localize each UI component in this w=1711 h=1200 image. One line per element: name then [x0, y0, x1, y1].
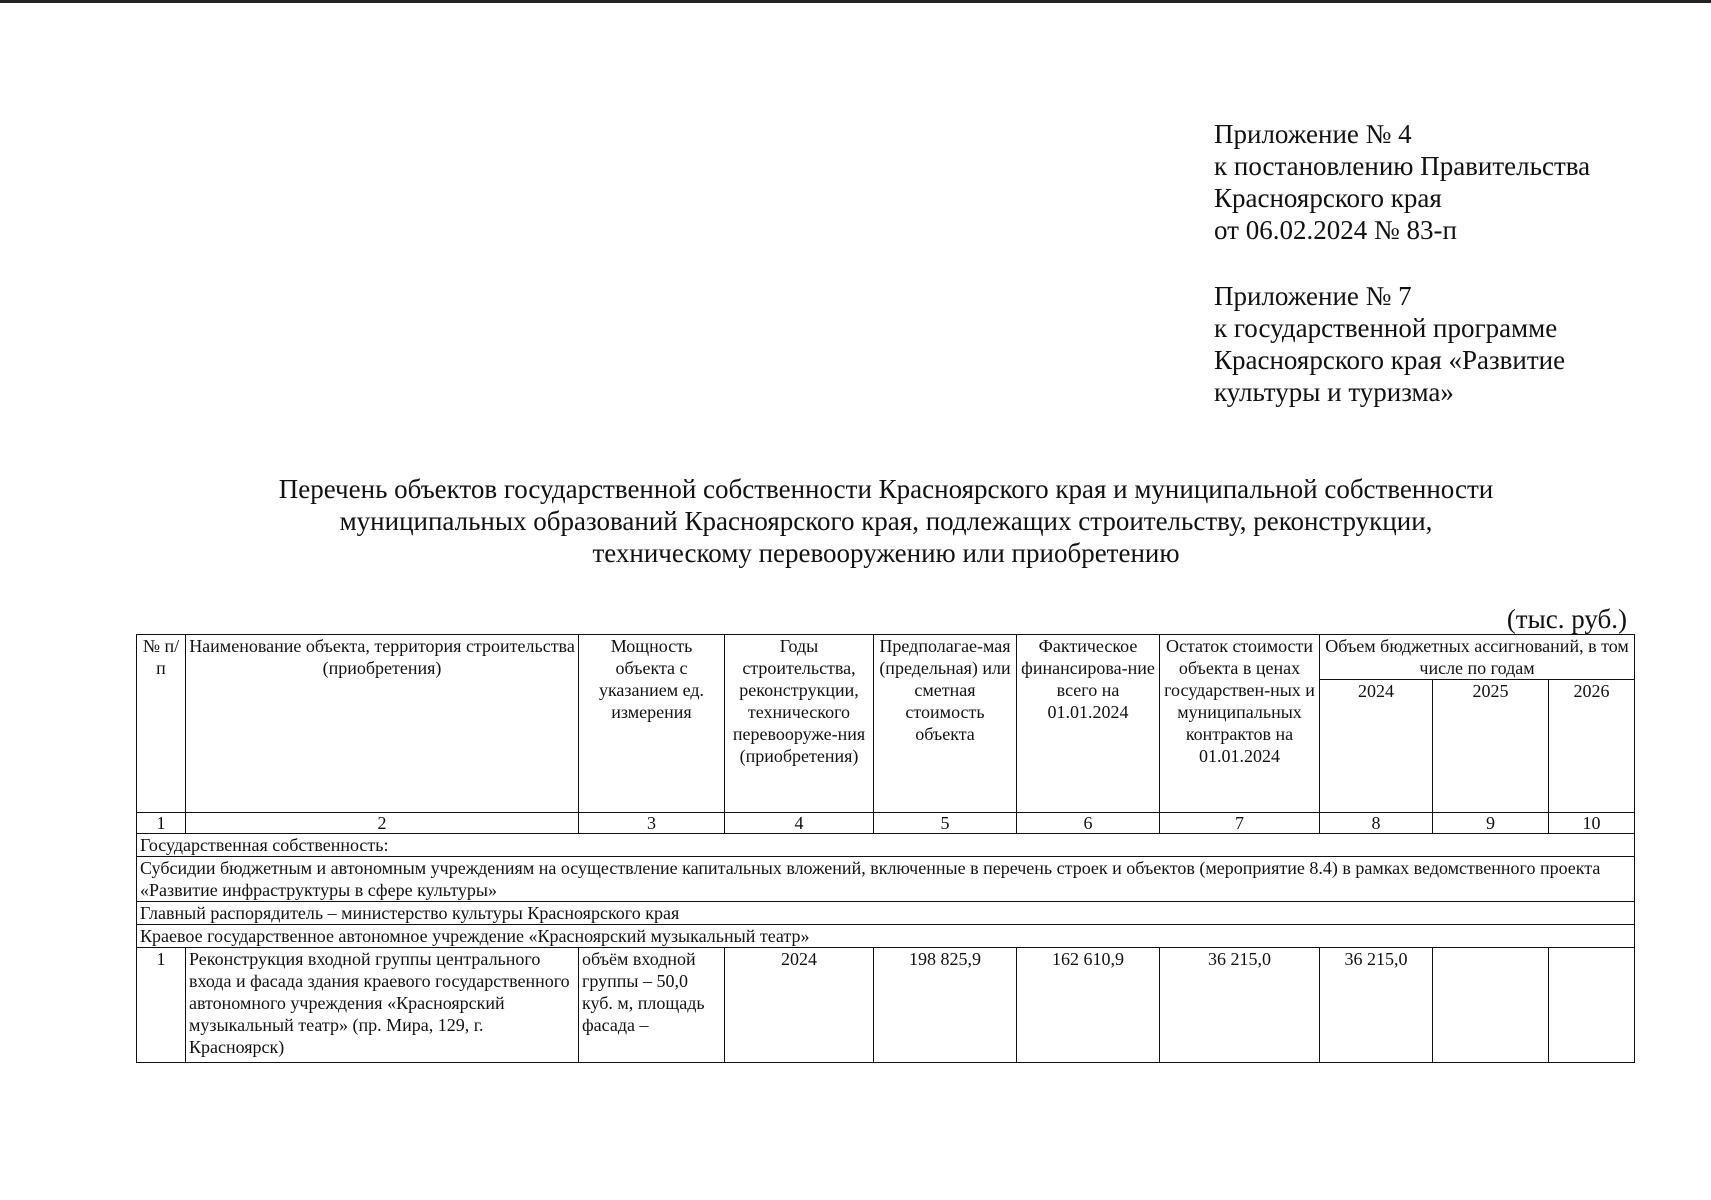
section-row [137, 834, 1635, 857]
row-actual-financing: 162 610,9 [1017, 948, 1160, 1063]
header-actual-financing: Фактическое финансирова-ние всего на 01.01.2024 [1017, 635, 1160, 813]
section-subsidies: Субсидии бюджетным и автономным учреждениям на осуществление капитальных вложений, включенные в перечень строек и объектов (мероприятие 8.4) в рамках ведомственного проекта «Развитие инфраструктуры в сфере культуры» [137, 857, 1635, 902]
approval-block-resolution [1214, 118, 1590, 246]
row-years: 2024 [725, 948, 874, 1063]
column-number: 7 [1160, 813, 1320, 834]
row-num: 1 [137, 948, 186, 1063]
row-budget-2024: 36 215,0 [1320, 948, 1433, 1063]
column-numbers-row [137, 813, 1635, 834]
header-num: № п/п [137, 635, 186, 813]
header-name: Наименование объекта, территория строительства (приобретения) [186, 635, 579, 813]
approval-line: Приложение № 4 [1214, 119, 1412, 149]
page-top-border [0, 0, 1711, 3]
column-number: 4 [725, 813, 874, 834]
header-budget-allocations: Объем бюджетных ассигнований, в том числе по годам [1320, 635, 1635, 680]
section-row [137, 857, 1635, 902]
column-number: 2 [186, 813, 579, 834]
row-budget-2025 [1433, 948, 1549, 1063]
header-years: Годы строительства, реконструкции, технического перевооруже-ния (приобретения) [725, 635, 874, 813]
header-year-2025: 2025 [1433, 680, 1549, 813]
header-year-2024: 2024 [1320, 680, 1433, 813]
section-row [137, 902, 1635, 925]
row-remaining-cost: 36 215,0 [1160, 948, 1320, 1063]
approval-line: Приложение № 7 [1214, 281, 1412, 311]
table-row [137, 948, 1635, 1063]
column-number: 10 [1549, 813, 1635, 834]
section-state-property: Государственная собственность: [137, 834, 1635, 857]
approval-line: к государственной программе [1214, 313, 1558, 343]
column-number: 3 [579, 813, 725, 834]
header-estimated-cost: Предполагае-мая (предельная) или сметная стоимость объекта [874, 635, 1017, 813]
approval-block-program [1214, 280, 1565, 408]
approval-line: культуры и туризма» [1214, 377, 1454, 407]
objects-table [136, 634, 1635, 1063]
title-line: муниципальных образований Красноярского края, подлежащих строительству, реконструкции, [339, 506, 1433, 536]
title-line: Перечень объектов государственной собственности Красноярского края и муниципальной собственности [278, 474, 1494, 504]
column-number: 8 [1320, 813, 1433, 834]
column-number: 9 [1433, 813, 1549, 834]
title-line: техническому перевооружению или приобретению [592, 538, 1180, 568]
row-object-name: Реконструкция входной группы центрального входа и фасада здания краевого государственного автономного учреждения «Красноярский музыкальный театр» (пр. Мира, 129, г. Красноярск) [186, 948, 579, 1063]
column-number: 5 [874, 813, 1017, 834]
section-chief-administrator: Главный распорядитель – министерство культуры Красноярского края [137, 902, 1635, 925]
column-number: 1 [137, 813, 186, 834]
header-capacity: Мощность объекта с указанием ед. измерения [579, 635, 725, 813]
approval-line: от 06.02.2024 № 83-п [1214, 215, 1457, 245]
section-row [137, 925, 1635, 948]
units-label: (тыс. руб.) [1506, 604, 1627, 634]
approval-line: Красноярского края «Развитие [1214, 345, 1566, 375]
approval-line: Красноярского края [1214, 183, 1442, 213]
approval-line: к постановлению Правительства [1214, 151, 1591, 181]
header-remaining-cost: Остаток стоимости объекта в ценах государствен-ных и муниципальных контрактов на 01.01.2024 [1160, 635, 1320, 813]
section-institution: Краевое государственное автономное учреждение «Красноярский музыкальный театр» [137, 925, 1635, 948]
row-budget-2026 [1549, 948, 1635, 1063]
column-number: 6 [1017, 813, 1160, 834]
header-year-2026: 2026 [1549, 680, 1635, 813]
document-title [136, 473, 1636, 569]
row-capacity: объём входной группы – 50,0 куб. м, площадь фасада – [579, 948, 725, 1063]
row-estimated-cost: 198 825,9 [874, 948, 1017, 1063]
